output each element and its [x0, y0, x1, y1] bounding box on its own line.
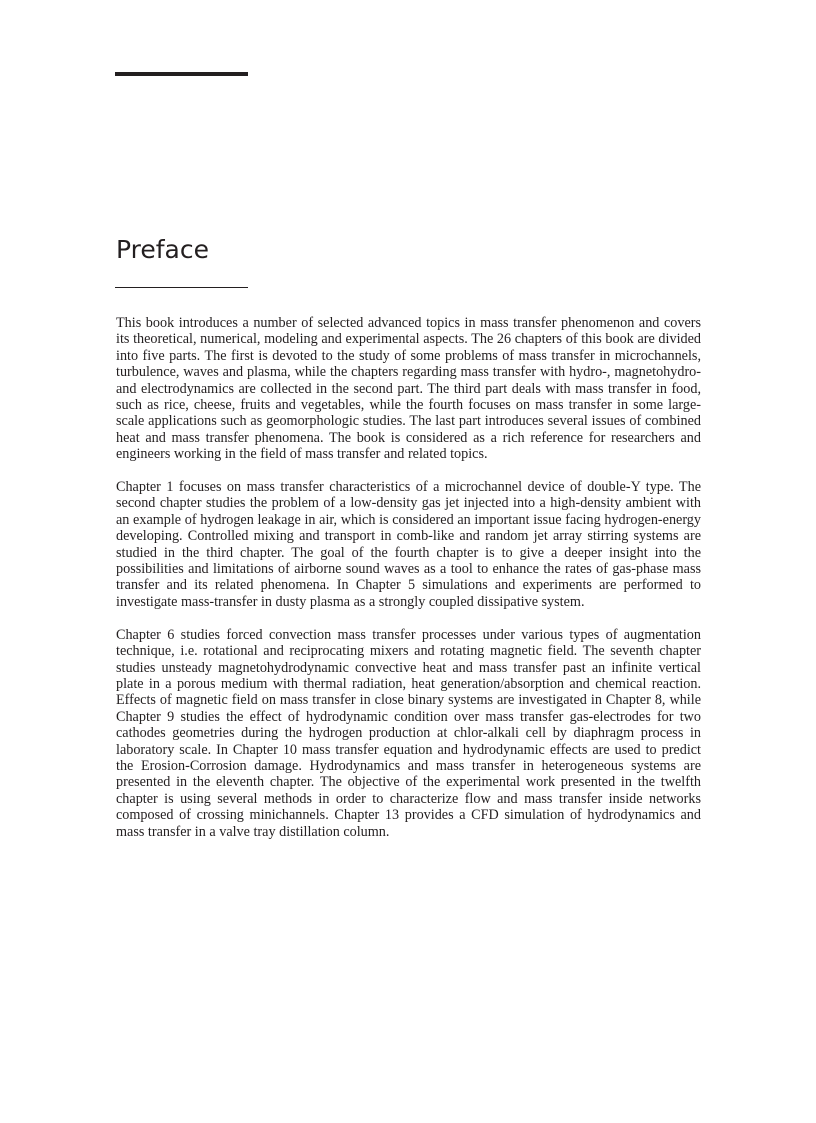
paragraph-chapters-6-13: Chapter 6 studies forced convection mass transfer processes under various types of augmentation technique, i.e. rotational and reciprocating mixers and rotating magnetic field. The seventh chapter studies unsteady magnetohydrodynamic convective heat and mass transfer past an infinite vertical plate in a porous medium with thermal radiation, heat generation/absorption and chemical reaction. Effects of magnetic field on mass transfer in close binary systems are investigated in Chapter 8, while Chapter 9 studies the effect of hydrodynamic condition over mass transfer gas-electrodes for two cathodes geometries during the hydrogen production at chlor-alkali cell by diaphragm process in laboratory scale. In Chapter 10 mass transfer equation and hydrodynamic effects are used to predict the Erosion-Corrosion damage. Hydrodynamics and mass transfer in heterogeneous systems are presented in the eleventh chapter. The objective of the experimental work presented in the twelfth chapter is using several methods in order to characterize flow and mass transfer inside networks composed of crossing minichannels. Chapter 13 provides a CFD simulation of hydrodynamics and mass transfer in a valve tray distillation column. [116, 626, 701, 840]
page-title: Preface [116, 235, 209, 264]
top-rule [115, 72, 248, 76]
paragraph-chapters-1-5: Chapter 1 focuses on mass transfer characteristics of a microchannel device of double-Y type. The second chapter studies the problem of a low-density gas jet injected into a high-density ambient with an example of hydrogen leakage in air, which is considered an important issue facing hydrogen-energy developing. Controlled mixing and transport in comb-like and random jet array stirring systems are studied in the third chapter. The goal of the fourth chapter is to give a deeper insight into the possibilities and limitations of airborne sound waves as a tool to enhance the rates of gas-phase mass transfer and its related phenomena. In Chapter 5 simulations and experiments are performed to investigate mass-transfer in dusty plasma as a strongly coupled dissipative system. [116, 479, 701, 610]
title-underline [115, 287, 248, 288]
preface-body [116, 315, 701, 856]
paragraph-intro: This book introduces a number of selected advanced topics in mass transfer phenomenon and covers its theoretical, numerical, modeling and experimental aspects. The 26 chapters of this book are divided into five parts. The first is devoted to the study of some problems of mass transfer in microchannels, turbulence, waves and plasma, while the chapters regarding mass transfer with hydro-, magnetohydro- and electrodynamics are collected in the second part. The third part deals with mass transfer in food, such as rice, cheese, fruits and vegetables, while the fourth focuses on mass transfer in some large-scale applications such as geomorphologic studies. The last part introduces several issues of combined heat and mass transfer phenomena. The book is considered as a rich reference for researchers and engineers working in the field of mass transfer and related topics. [116, 315, 701, 463]
